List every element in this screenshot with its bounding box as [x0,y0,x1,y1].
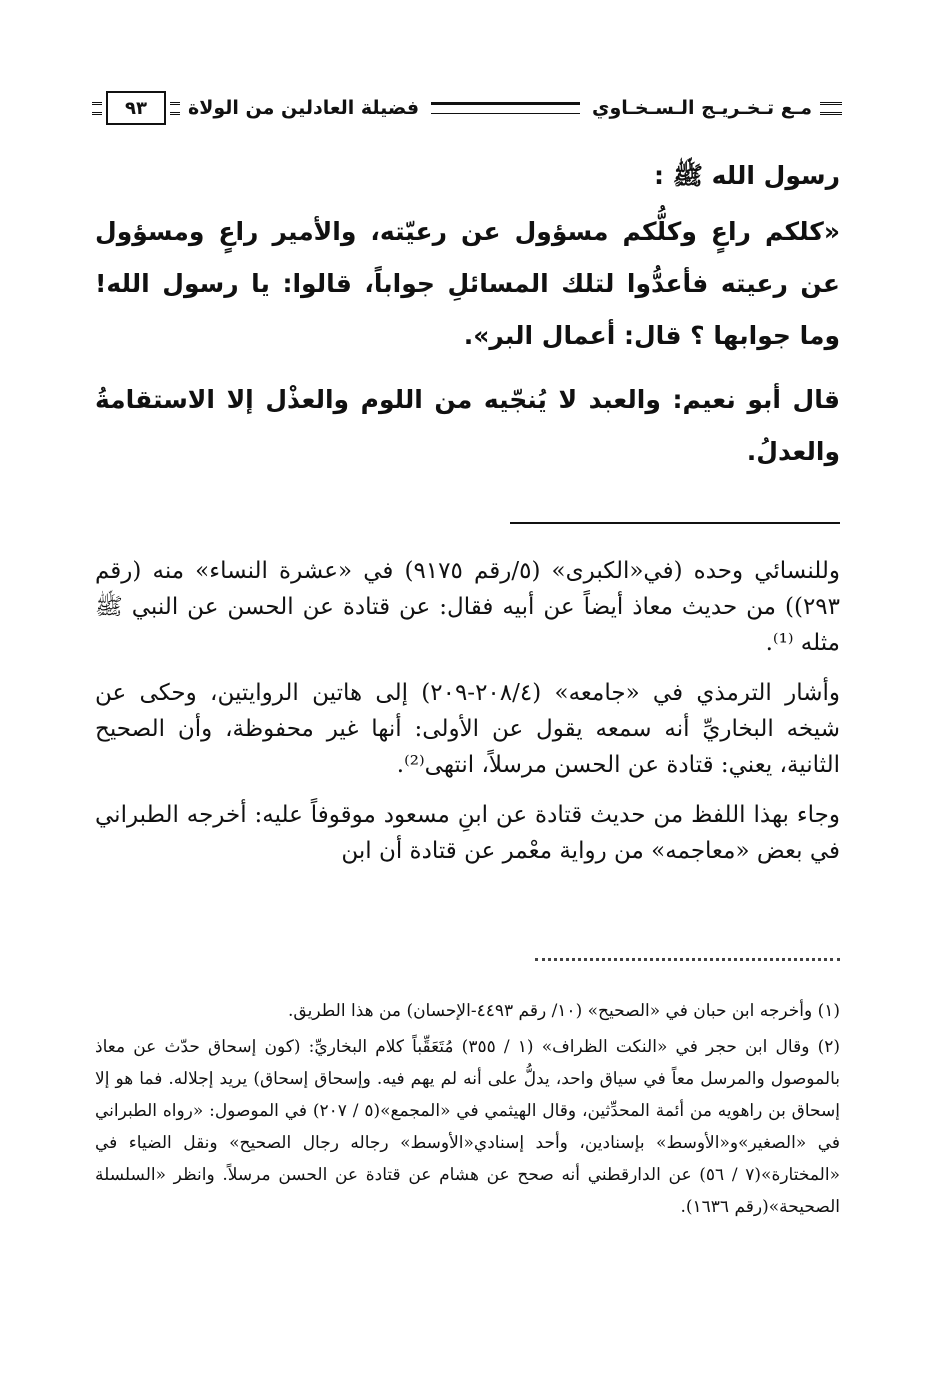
lead-in-line: رسول الله ﷺ : [654,161,840,190]
main-text [95,150,840,490]
footnote-separator [535,958,840,961]
footnote: (١) وأخرجه ابن حبان في «الصحيح» (١٠/ رقم ٤٤٩٣-الإحسان) من هذا الطريق. [288,1001,840,1021]
header-ornament-left [92,102,102,115]
section-separator [510,522,840,524]
header-ornament-right [820,102,842,115]
running-header [92,88,842,128]
footnotes-section [95,995,840,1227]
abu-nuaym-quote: قال أبو نعيم: والعبد لا يُنجّيه من اللوم والعذْل إلا الاستقامةُ والعدلُ. [95,385,840,466]
hadith-paragraph: «كلكم راعٍ وكلُّكم مسؤول عن رعيّته، والأمير راعٍ ومسؤول عن رعيته فأعدُّوا لتلك المسائلِ جواباً، قالوا: يا رسول الله! وما جوابها ؟ قال: أعمال البر». [95,217,840,350]
commentary-paragraph: وللنسائي وحده (في«الكبرى» (٥/رقم ٩١٧٥) في «عشرة النساء» منه (رقم ٢٩٣)) من حديث معاذ أيضاً عن أبيه فقال: عن قتادة عن الحسن عن النبي ﷺ مثله ⁽¹⁾. [95,558,840,656]
commentary-paragraph: وجاء بهذا اللفظ من حديث قتادة عن ابنِ مسعود موقوفاً عليه: أخرجه الطبراني في بعض «معاجمه» من رواية معْمر عن قتادة أن ابن [95,802,840,864]
page-number: ٩٣ [106,91,166,125]
book-title: مـع تـخـريـج الـسـخـاوي [592,97,812,119]
commentary-paragraph: وأشار الترمذي في «جامعه» (٢٠٨/٤-٢٠٩) إلى هاتين الروايتين، وحكى عن شيخه البخاريِّ أنه سمعه يقول عن الأولى: أنها غير محفوظة، وأن الصحيح الثانية، يعني: قتادة عن الحسن مرسلاً، انتهى⁽²⁾. [95,680,840,778]
header-rule [431,102,580,114]
chapter-title: فضيلة العادلين من الولاة [188,97,420,119]
commentary-section [95,553,840,883]
header-ornament-middle [170,102,180,115]
footnote: (٢) وقال ابن حجر في «النكت الظراف» (١ / ٣٥٥) مُتَعَقِّباً كلام البخاريِّ: (كون إسحاق حدّث عن معاذ بالموصول والمرسل معاً في سياق واحد، يدلُّ على أنه لم يهم فيه. وإسحاق إسحاق) يريد إجلاله. فما هو إلا إسحاق بن راهويه من أئمة المحدِّثين، وقال الهيثمي في «المجمع»(٥ / ٢٠٧) في الموصول: «رواه الطبراني في «الصغير»و«الأوسط» بإسنادين، وأحد إسنادي«الأوسط» رجاله رجال الصحيح» ونقل الضياء في «المختارة»(٧ / ٥٦) عن الدارقطني أنه صحح عن هشام عن قتادة عن الحسن مرسلاً. وانظر «السلسلة الصحيحة»(رقم ١٦٣٦). [95,1037,840,1217]
